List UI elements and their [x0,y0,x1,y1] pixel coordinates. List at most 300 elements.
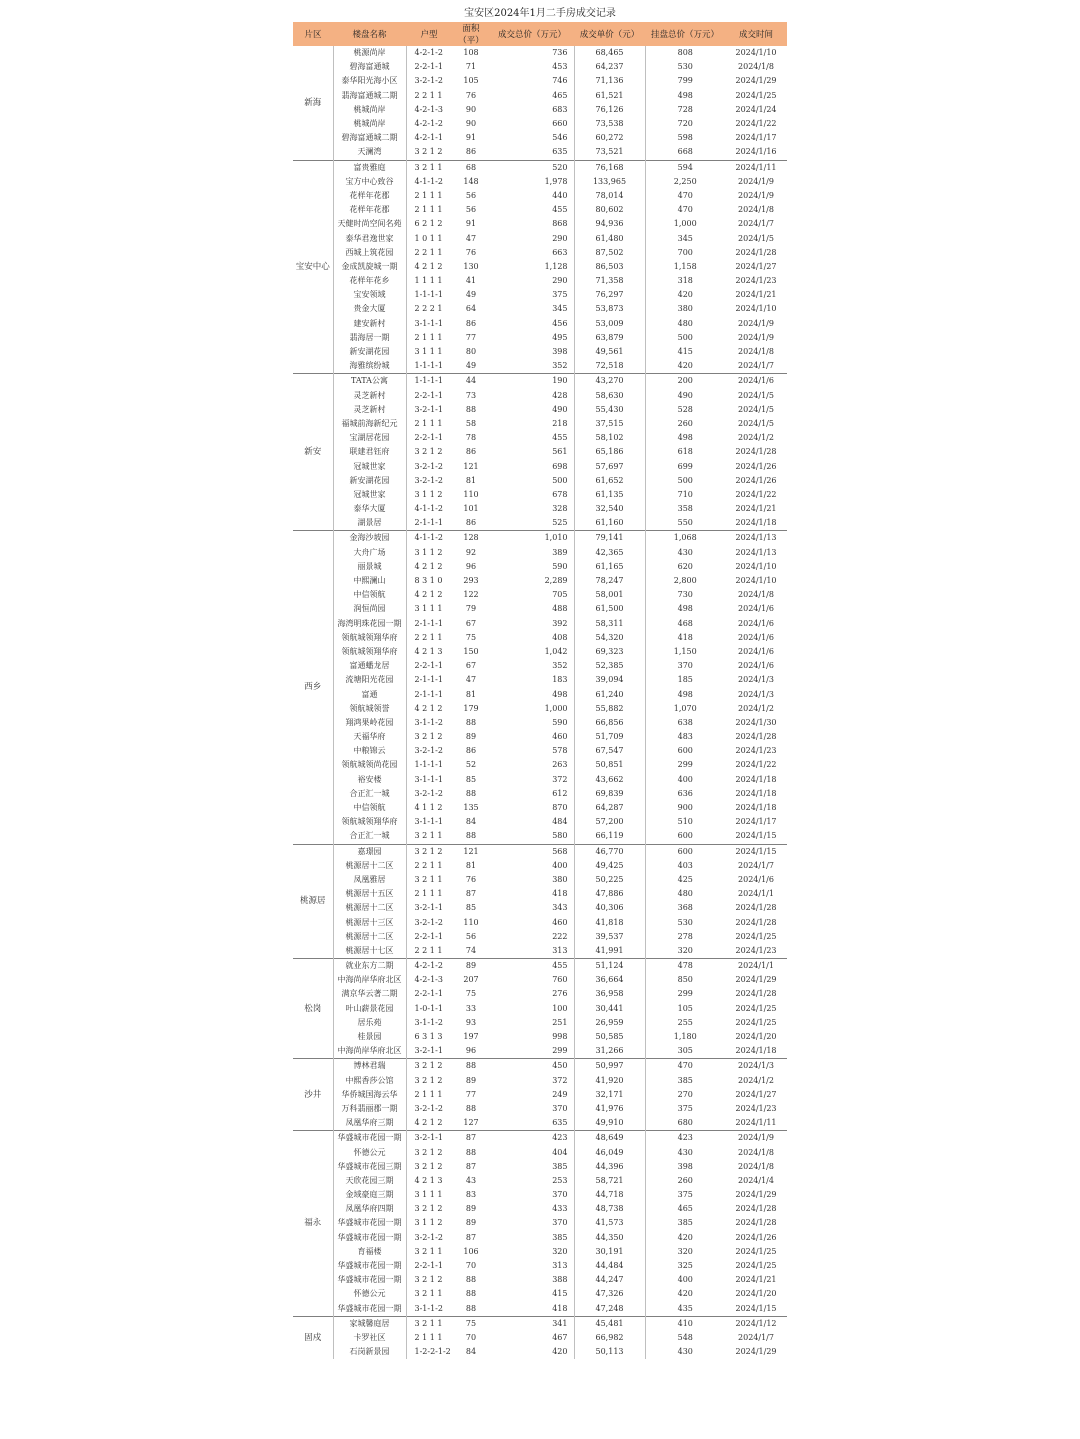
date-cell: 2024/1/25 [735,1261,777,1271]
date-cell: 2024/1/8 [738,1161,774,1171]
unit-price-cell: 65,186 [574,445,645,459]
date-cell: 2024/1/1 [738,889,774,899]
table-row [293,773,787,787]
size-cell: 75 [465,989,477,999]
size-cell: 56 [465,205,477,215]
total-price-cell: 578 [552,746,568,756]
table-row [293,758,787,772]
layout-cell: 3 2 1 2 [414,1161,443,1171]
estate-name-cell: 凤凰华府三期 [333,1116,406,1131]
date-cell: 2024/1/28 [735,1204,777,1214]
total-price-cell: 299 [552,1046,568,1056]
listing-price-cell: 400 [645,1273,725,1287]
size-cell: 88 [465,788,477,798]
layout-cell: 1-2-2-1-2 [414,1347,451,1357]
estate-name-cell: 灵芝新村 [333,403,406,417]
area-cell: 新安 [293,374,333,531]
date-cell: 2024/1/11 [725,160,787,175]
date-cell: 2024/1/29 [735,1190,777,1200]
table-row [293,302,787,316]
estate-name-cell: 天健时尚空间名苑 [333,217,406,231]
date-cell: 2024/1/24 [735,104,777,114]
total-price-cell: 580 [552,831,568,841]
layout-cell: 3 2 1 2 [414,447,443,457]
layout-cell: 4 2 1 3 [414,646,443,656]
layout-cell: 3 2 1 1 [406,1316,452,1331]
listing-price-cell: 318 [645,274,725,288]
unit-price-cell: 36,664 [574,973,645,987]
estate-name-cell: 桃源居十七区 [333,944,406,959]
header-cell-area: 片区 [293,22,333,46]
estate-name-cell: 联建君钰府 [333,445,406,459]
date-cell: 2024/1/21 [735,1275,777,1285]
total-price-cell: 453 [552,62,568,72]
layout-cell: 3-2-1-1 [414,404,443,414]
header-cell-listing-price: 挂盘总价（万元） [645,22,725,46]
layout-cell: 1 0 1 1 [414,233,443,243]
total-price-cell: 998 [552,1032,568,1042]
estate-name-cell: 中熙澜山 [333,574,406,588]
size-cell: 93 [465,1017,477,1027]
date-cell: 2024/1/2 [738,433,774,443]
total-price-cell: 415 [552,1289,568,1299]
unit-price-cell: 49,910 [574,1116,645,1131]
listing-price-cell: 320 [645,944,725,959]
date-cell: 2024/1/13 [725,531,787,546]
table-row [293,1102,787,1116]
listing-price-cell: 299 [645,987,725,1001]
unit-price-cell: 76,126 [574,103,645,117]
total-price-cell: 495 [552,332,568,342]
date-cell: 2024/1/9 [738,318,774,328]
size-cell: 33 [465,1003,477,1013]
date-cell: 2024/1/6 [738,618,774,628]
table-row [293,474,787,488]
unit-price-cell: 58,001 [574,588,645,602]
unit-price-cell: 61,652 [574,474,645,488]
estate-name-cell: 天欣花园三期 [333,1174,406,1188]
unit-price-cell: 67,547 [574,744,645,758]
listing-price-cell: 900 [645,801,725,815]
date-cell: 2024/1/20 [735,1289,777,1299]
date-cell: 2024/1/6 [738,661,774,671]
table-row [293,1059,787,1074]
size-cell: 81 [465,475,477,485]
estate-name-cell: 花样年花乡 [333,274,406,288]
total-price-cell: 590 [552,717,568,727]
size-cell: 110 [463,489,479,499]
size-cell: 76 [465,247,477,257]
total-price-cell: 456 [552,318,568,328]
estate-name-cell: 桃源居十三区 [333,915,406,929]
date-cell: 2024/1/8 [738,590,774,600]
table-row [293,1030,787,1044]
listing-price-cell: 480 [645,887,725,901]
date-cell: 2024/1/5 [738,404,774,414]
total-price-cell: 313 [552,945,568,955]
layout-cell: 3-2-1-2 [414,917,443,927]
unit-price-cell: 60,272 [574,131,645,145]
unit-price-cell: 61,500 [574,602,645,616]
size-cell: 92 [465,547,477,557]
layout-cell: 2-1-1-1 [414,689,443,699]
layout-cell: 2-1-1-1 [414,618,443,628]
date-cell: 2024/1/26 [735,461,777,471]
date-cell: 2024/1/25 [735,1246,777,1256]
date-cell: 2024/1/18 [735,803,777,813]
layout-cell: 3 2 1 1 [414,1289,443,1299]
size-cell: 56 [465,931,477,941]
table-row [293,1131,787,1146]
table-row [293,617,787,631]
unit-price-cell: 87,502 [574,246,645,260]
header-row [293,22,787,46]
table-row [293,531,787,546]
table-row [293,331,787,345]
table-row [293,431,787,445]
table-row [293,1044,787,1059]
date-cell: 2024/1/10 [735,304,777,314]
total-price-cell: 1,010 [490,531,574,546]
transaction-table [293,22,787,1359]
size-cell: 122 [463,590,479,600]
table-row [293,488,787,502]
listing-price-cell: 1,150 [645,645,725,659]
unit-price-cell: 41,818 [574,915,645,929]
date-cell: 2024/1/30 [735,717,777,727]
table-row [293,46,787,60]
listing-price-cell: 1,068 [645,531,725,546]
total-price-cell: 370 [552,1218,568,1228]
total-price-cell: 249 [552,1089,568,1099]
date-cell: 2024/1/1 [725,959,787,974]
total-price-cell: 612 [552,788,568,798]
date-cell: 2024/1/26 [735,475,777,485]
size-cell: 108 [463,48,479,58]
size-cell: 58 [465,418,477,428]
listing-price-cell: 270 [645,1088,725,1102]
unit-price-cell: 44,396 [574,1160,645,1174]
unit-price-cell: 40,306 [574,901,645,915]
layout-cell: 4 2 1 2 [414,1118,443,1128]
date-cell: 2024/1/6 [738,632,774,642]
date-cell: 2024/1/15 [735,831,777,841]
document-page [293,0,787,1359]
unit-price-cell: 53,009 [574,317,645,331]
total-price-cell: 868 [552,219,568,229]
estate-name-cell: 碧海富通城 [333,60,406,74]
table-row [293,74,787,88]
estate-name-cell: 翔鸿果岭花园 [333,716,406,730]
total-price-cell: 251 [552,1017,568,1027]
unit-price-cell: 61,521 [574,89,645,103]
listing-price-cell: 728 [645,103,725,117]
date-cell: 2024/1/9 [738,332,774,342]
date-cell: 2024/1/29 [735,975,777,985]
estate-name-cell: 叶山薪景花园 [333,1002,406,1016]
layout-cell: 4-1-1-2 [414,176,443,186]
listing-price-cell: 398 [645,1160,725,1174]
table-row [293,1116,787,1131]
estate-name-cell: 桃源居十二区 [333,930,406,944]
total-price-cell: 222 [552,931,568,941]
total-price-cell: 705 [552,590,568,600]
date-cell: 2024/1/5 [738,390,774,400]
size-cell: 52 [465,760,477,770]
total-price-cell: 345 [552,304,568,314]
size-cell: 105 [463,76,479,86]
table-row [293,103,787,117]
layout-cell: 3-1-1-2 [414,1017,443,1027]
size-cell: 78 [465,433,477,443]
total-price-cell: 1,042 [544,646,568,656]
total-price-cell: 372 [552,1075,568,1085]
table-row [293,1216,787,1230]
layout-cell: 3 2 1 2 [414,1204,443,1214]
listing-price-cell: 470 [645,203,725,217]
layout-cell: 3 1 1 1 [414,347,443,357]
estate-name-cell: 翡海富通城二期 [333,89,406,103]
listing-price-cell: 468 [645,617,725,631]
estate-name-cell: 冠城世家 [333,459,406,473]
size-cell: 135 [463,803,479,813]
date-cell: 2024/1/11 [735,1118,777,1128]
total-price-cell: 375 [552,290,568,300]
estate-name-cell: 金成凯旋城一期 [333,260,406,274]
layout-cell: 8 3 1 0 [414,576,443,586]
date-cell: 2024/1/4 [738,1175,774,1185]
table-row [293,60,787,74]
listing-price-cell: 415 [645,345,725,359]
estate-name-cell: 宝湖居花园 [333,431,406,445]
table-row [293,744,787,758]
table-row [293,602,787,616]
listing-price-cell: 600 [645,829,725,844]
header-cell-layout: 户型 [406,22,452,46]
date-cell: 2024/1/8 [738,1147,774,1157]
size-cell: 76 [465,874,477,884]
table-row [293,716,787,730]
total-price-cell: 290 [552,233,568,243]
listing-price-cell: 699 [645,459,725,473]
table-row [293,403,787,417]
header-cell-unit-price: 成交单价（元） [574,22,645,46]
date-cell: 2024/1/8 [738,62,774,72]
table-row [293,844,787,859]
unit-price-cell: 30,191 [574,1245,645,1259]
layout-cell: 2-2-1-1 [414,661,443,671]
unit-price-cell: 80,602 [574,203,645,217]
layout-cell: 1-1-1-1 [414,760,443,770]
estate-name-cell: 海雅缤纷城 [333,359,406,374]
date-cell: 2024/1/6 [738,646,774,656]
estate-name-cell: 中信领航 [333,801,406,815]
total-price-cell: 460 [552,917,568,927]
size-cell: 86 [465,518,477,528]
date-cell: 2024/1/6 [738,874,774,884]
listing-price-cell: 550 [645,516,725,531]
listing-price-cell: 528 [645,403,725,417]
date-cell: 2024/1/25 [735,90,777,100]
header-cell-date: 成交时间 [725,22,787,46]
listing-price-cell: 325 [645,1259,725,1273]
size-cell: 88 [465,1303,477,1313]
total-price-cell: 428 [552,390,568,400]
date-cell: 2024/1/10 [735,576,777,586]
estate-name-cell: 华盛城市花园一期 [333,1216,406,1230]
size-cell: 49 [465,361,477,371]
table-row [293,1088,787,1102]
total-price-cell: 352 [552,361,568,371]
table-row [293,317,787,331]
layout-cell: 3 2 1 2 [406,1059,452,1074]
area-cell: 松岗 [293,959,333,1059]
table-row [293,546,787,560]
estate-name-cell: 宝安领域 [333,288,406,302]
estate-name-cell: 领航城领尚花园 [333,758,406,772]
unit-price-cell: 58,721 [574,1174,645,1188]
unit-price-cell: 61,160 [574,516,645,531]
unit-price-cell: 58,311 [574,617,645,631]
unit-price-cell: 57,200 [574,815,645,829]
layout-cell: 2-2-1-1 [414,931,443,941]
size-cell: 79 [465,604,477,614]
layout-cell: 4 2 1 2 [414,590,443,600]
estate-name-cell: 万科翡丽郡一期 [333,1102,406,1116]
listing-price-cell: 470 [645,1059,725,1074]
layout-cell: 3 2 1 1 [414,874,443,884]
listing-price-cell: 720 [645,117,725,131]
size-cell: 88 [452,1059,490,1074]
unit-price-cell: 30,441 [574,1002,645,1016]
listing-price-cell: 710 [645,488,725,502]
table-row [293,459,787,473]
estate-name-cell: 中海尚岸华府北区 [333,1044,406,1059]
listing-price-cell: 808 [645,46,725,60]
estate-name-cell: 富通 [333,687,406,701]
size-cell: 86 [465,746,477,756]
total-price-cell: 490 [552,404,568,414]
unit-price-cell: 41,991 [574,944,645,959]
page-title: 宝安区2024年1月二手房成交记录 [464,8,616,19]
area-cell: 桃源居 [293,844,333,959]
listing-price-cell: 530 [645,915,725,929]
total-price-cell: 488 [552,604,568,614]
size-cell: 89 [465,732,477,742]
estate-name-cell: 满京华云著二期 [333,987,406,1001]
total-price-cell: 343 [552,903,568,913]
table-row [293,915,787,929]
size-cell: 179 [463,703,479,713]
total-price-cell: 290 [552,276,568,286]
date-cell: 2024/1/26 [735,1232,777,1242]
table-body [293,46,787,1359]
layout-cell: 4-1-1-2 [406,531,452,546]
unit-price-cell: 37,515 [574,417,645,431]
estate-name-cell: 泰华君逸世家 [333,231,406,245]
unit-price-cell: 69,839 [574,787,645,801]
size-cell: 106 [463,1246,479,1256]
size-cell: 91 [465,219,477,229]
layout-cell: 2 2 1 1 [414,247,443,257]
size-cell: 88 [465,404,477,414]
total-price-cell: 635 [552,1118,568,1128]
unit-price-cell: 78,247 [574,574,645,588]
estate-name-cell: 贵金大厦 [333,302,406,316]
layout-cell: 3-1-1-2 [414,717,443,727]
unit-price-cell: 39,094 [574,673,645,687]
size-cell: 84 [465,817,477,827]
estate-name-cell: 建安新村 [333,317,406,331]
layout-cell: 3-2-1-2 [414,461,443,471]
estate-name-cell: 花样年花郡 [333,189,406,203]
layout-cell: 1-1-1-1 [406,374,452,389]
total-price-cell: 525 [552,518,568,528]
date-cell: 2024/1/10 [735,48,777,58]
table-row [293,973,787,987]
estate-name-cell: 卡罗社区 [333,1331,406,1345]
estate-name-cell: 天澜湾 [333,145,406,160]
listing-price-cell: 500 [645,474,725,488]
unit-price-cell: 72,518 [574,359,645,374]
layout-cell: 2-2-1-1 [414,989,443,999]
date-cell: 2024/1/25 [735,1017,777,1027]
size-cell: 91 [465,133,477,143]
date-cell: 2024/1/12 [725,1316,787,1331]
layout-cell: 2 1 1 1 [414,205,443,215]
total-price-cell: 460 [552,732,568,742]
unit-price-cell: 43,270 [574,374,645,389]
estate-name-cell: 翡海居一期 [333,331,406,345]
estate-name-cell: 福城前海新纪元 [333,417,406,431]
unit-price-cell: 50,585 [574,1030,645,1044]
listing-price-cell: 430 [645,1145,725,1159]
date-cell: 2024/1/17 [735,133,777,143]
layout-cell: 2-1-1-1 [414,518,443,528]
size-cell: 80 [465,347,477,357]
unit-price-cell: 51,124 [574,959,645,974]
date-cell: 2024/1/22 [735,119,777,129]
total-price-cell: 561 [552,447,568,457]
size-cell: 87 [465,889,477,899]
area-cell: 沙井 [293,1059,333,1131]
total-price-cell: 1,000 [544,703,568,713]
unit-price-cell: 73,538 [574,117,645,131]
total-price-cell: 746 [552,76,568,86]
date-cell: 2024/1/8 [738,205,774,215]
size-cell: 88 [465,1289,477,1299]
date-cell: 2024/1/22 [735,489,777,499]
unit-price-cell: 44,718 [574,1188,645,1202]
size-cell: 47 [465,675,477,685]
estate-name-cell: 怀德公元 [333,1145,406,1159]
total-price-cell: 2,289 [544,576,568,586]
estate-name-cell: 宝方中心致谷 [333,175,406,189]
table-row [293,815,787,829]
listing-price-cell: 425 [645,873,725,887]
listing-price-cell: 345 [645,231,725,245]
estate-name-cell: 花样年花郡 [333,203,406,217]
total-price-cell: 465 [552,90,568,100]
listing-price-cell: 420 [645,1231,725,1245]
table-row [293,203,787,217]
size-cell: 75 [465,632,477,642]
unit-price-cell: 48,738 [574,1202,645,1216]
listing-price-cell: 105 [645,1002,725,1016]
layout-cell: 3 2 1 2 [414,147,443,157]
size-cell: 77 [465,332,477,342]
listing-price-cell: 385 [645,1216,725,1230]
